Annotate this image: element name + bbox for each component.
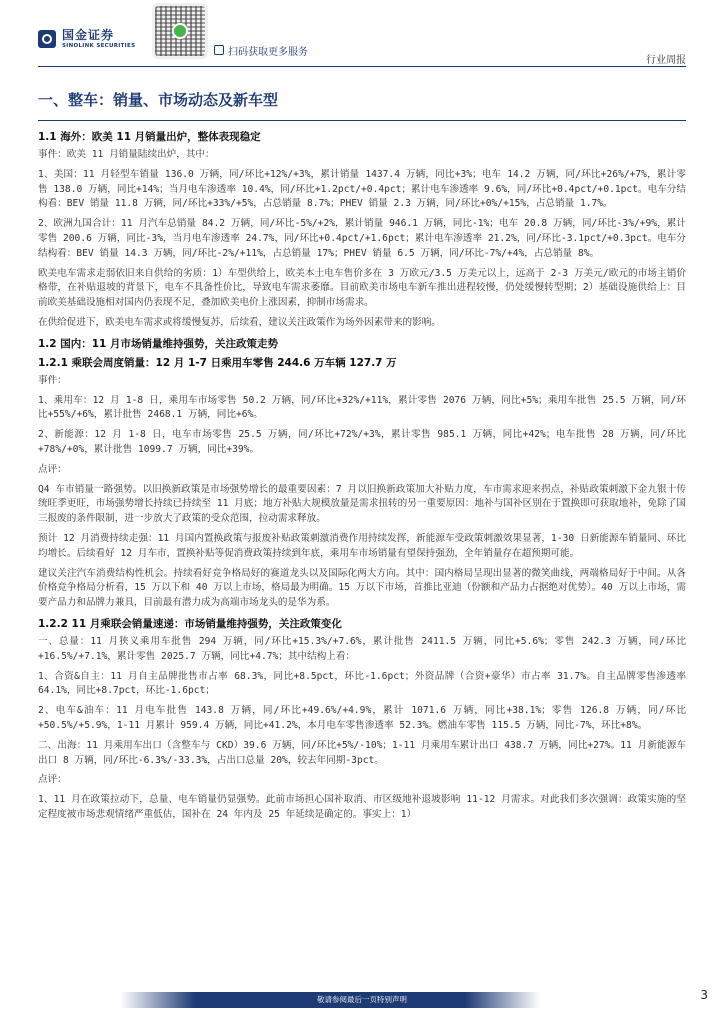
paragraph: 点评： [38, 774, 67, 786]
paragraph: 建议关注汽车消费结构性机会。持续看好竞争格局好的赛道龙头以及国际化两大方向。其中：国内格局呈现出显著的微笑曲线，两端格局好于中间。从各价格竞争格局分析看，15 万以下和 40 万以上市场，格局最为明确。15 万以下市场，首推比亚迪（份额和产品力占据绝对优势）。40 万以上市场，需要产品力和品牌力兼具，目前最有潜力成为高端市场龙头的是华为系。 [38, 567, 686, 609]
scan-prompt: 扫码获取更多服务 [228, 47, 308, 58]
paragraph: 1、合资&自主：11 月自主品牌批售市占率 68.3%，同比+8.5pct，环比-1.6pct；外资品牌（合资+豪华）市占率 31.7%。自主品牌零售渗透率 64.1%，同比+8.7pct，环比-1.6pct； [38, 670, 686, 697]
wechat-badge-icon [172, 23, 188, 39]
section-title: 一、整车：销量、市场动态及新车型 [38, 91, 279, 109]
page-number: 3 [700, 988, 708, 1002]
paragraph: 预计 12 月消费持续走强：11 月国内置换政策与报废补贴政策刺激消费作用持续发挥，新能源车受政策刺激效果显著，1-30 日新能源车销量同、环比均增长。后续看好 12 月车市，置换补贴等促消费政策持续到年底，乘用车市场销量有望保持强劲，全年销量存在超预期可能。 [38, 532, 686, 559]
page-footer [0, 988, 724, 1012]
logo-mark-icon [38, 30, 56, 48]
paragraph: 1、乘用车：12 月 1-8 日，乘用车市场零售 50.2 万辆，同/环比+32%/+11%，累计零售 2076 万辆，同比+5%；乘用车批售 25.5 万辆，同/环比+55%/+6%，累计批售 2468.1 万辆，同比+6%。 [38, 394, 686, 421]
heading-1-2-1: 1.2.1 乘联会周度销量：12 月 1-7 日乘用车零售 244.6 万车辆 127.7 万 [38, 356, 397, 369]
footer-disclaimer: 敬请参阅最后一页特别声明 [317, 995, 407, 1004]
logo-name-en: SINOLINK SECURITIES [62, 43, 136, 49]
heading-1-2: 1.2 国内：11 月市场销量维持强势，关注政策走势 [38, 337, 279, 350]
paragraph: 1、美国：11 月轻型车销量 136.0 万辆，同/环比+12%/+3%，累计销量 1437.4 万辆，同比+3%；电车 14.2 万辆，同/环比+26%/+7%，累计零售 138.0 万辆，同比+14%；当月电车渗透率 10.4%，同/环比+1.2pct/+0.4pct；累计电车渗透率 9.6%，同/环比+0.4pct/+0.1pct。电车分结构看：BEV 销量 11.8 万辆，同/环比+33%/+5%，占总销量 8.7%；PHEV 销量 2.3 万辆，同/环比+0%/+15%，占总销量 1.7%。 [38, 168, 686, 210]
paragraph: 在供给促进下，欧美电车需求或将缓慢复苏，后续看，建议关注政策作为场外因素带来的影响。 [38, 316, 441, 328]
paragraph: 2、欧洲九国合计：11 月汽车总销量 84.2 万辆，同/环比-5%/+2%，累计销量 946.1 万辆，同比-1%；电车 20.8 万辆，同/环比-3%/+9%，累计零售 200.6 万辆，同比-3%，当月电车渗透率 24.7%，同/环比+0.4pct/+1.6pct；累计电车渗透率 21.2%，同/环比-3.1pct/+0.3pct。电车分结构看：BEV 销量 14.3 万辆，同/环比-2%/+11%，占总销量 17%；PHEV 销量 6.5 万辆，同/环比-7%/+4%，占总销量 8%。 [38, 218, 686, 259]
paragraph: 一、总量：11 月狭义乘用车批售 294 万辆，同/环比+15.3%/+7.6%，累计批售 2411.5 万辆，同比+5.6%；零售 242.3 万辆，同/环比+16.5%/+7.1%，累计零售 2025.7 万辆，同比+4.7%；其中结构上看： [38, 635, 686, 662]
page-header [0, 0, 724, 70]
paragraph: 2、新能源：12 月 1-8 日，电车市场零售 25.5 万辆，同/环比+72%/+3%，累计零售 985.1 万辆，同比+42%；电车批售 28 万辆，同/环比+78%/+0%，累计批售 1099.7 万辆，同比+39%。 [38, 429, 686, 455]
qr-code-icon[interactable] [152, 3, 208, 59]
paragraph: Q4 车市销量一路强势。以旧换新政策是市场强势增长的最重要因素：7 月以旧换新政策加大补贴力度，车市需求迎来拐点，补贴政策刺激下金九银十传统旺季更旺，市场强势增长持续已持续至 11 月底；地方补贴大规模放量是需求扭转的另一重要原因：地补与国补区别在于置换即可获取地补，免除了国三报废的条件限制，进一步放大了政策的受众范围，拉动需求释放。 [38, 483, 686, 525]
paragraph: 1、11 月在政策拉动下，总量、电车销量仍显强势。此前市场担心国补取消、市区级地补退坡影响 11-12 月需求。对此我们多次强调：政策实施的坚定程度被市场悲观情绪严重低估，国补在 24 年内及 25 年延续是确定的。事实上：1） [38, 794, 686, 820]
heading-1-1: 1.1 海外：欧美 11 月销量出炉，整体表现稳定 [38, 131, 261, 143]
report-type: 行业周报 [646, 55, 686, 66]
heading-1-2-2: 1.2.2 11 月乘联会销量速递：市场销量维持强势，关注政策变化 [38, 617, 342, 630]
paragraph: 2、电车&油车：11 月电车批售 143.8 万辆，同/环比+49.6%/+4.9%，累计 1071.6 万辆，同比+38.1%；零售 126.8 万辆，同/环比+50.5%/+5.9%，1-11 月累计 959.4 万辆，同比+41.2%，本月电车零售渗透率 52.3%。燃油车零售 115.5 万辆，同比-7%，环比+8%。 [38, 705, 686, 731]
paragraph: 事件：欧美 11 月销量陆续出炉，其中： [38, 149, 215, 160]
company-logo [38, 28, 135, 50]
paragraph: 欧美电车需求走弱依旧来自供给的劣质：1）车型供给上，欧美本土电车售价多在 3 万欧元/3.5 万美元以上，远高于 2-3 万美元/欧元的市场主销价格带，在补贴退坡的背景下，电车不具备性价比，导致电车需求萎靡。目前欧美市场电车新车推出进程较慢，仍处缓慢转型期；2）基础设施供给上：目前欧美基础设施相对国内仍表现不足，叠加欧美电价上涨因素，抑制市场需求。 [38, 267, 686, 309]
paragraph: 二、出海：11 月乘用车出口（含整车与 CKD）39.6 万辆，同/环比+5%/-10%；1-11 月乘用车累计出口 438.7 万辆，同比+27%。11 月新能源车出口 8 万辆，同/环比-6.3%/-33.3%，占出口总量 20%，较去年同期-3pct。 [38, 739, 686, 766]
logo-name-cn: 国金证券 [62, 28, 115, 42]
paragraph: 事件： [38, 374, 67, 386]
scan-icon [214, 45, 224, 55]
header-divider [38, 66, 686, 67]
report-body [38, 90, 686, 828]
section-divider [38, 120, 686, 121]
paragraph: 点评： [38, 463, 67, 475]
